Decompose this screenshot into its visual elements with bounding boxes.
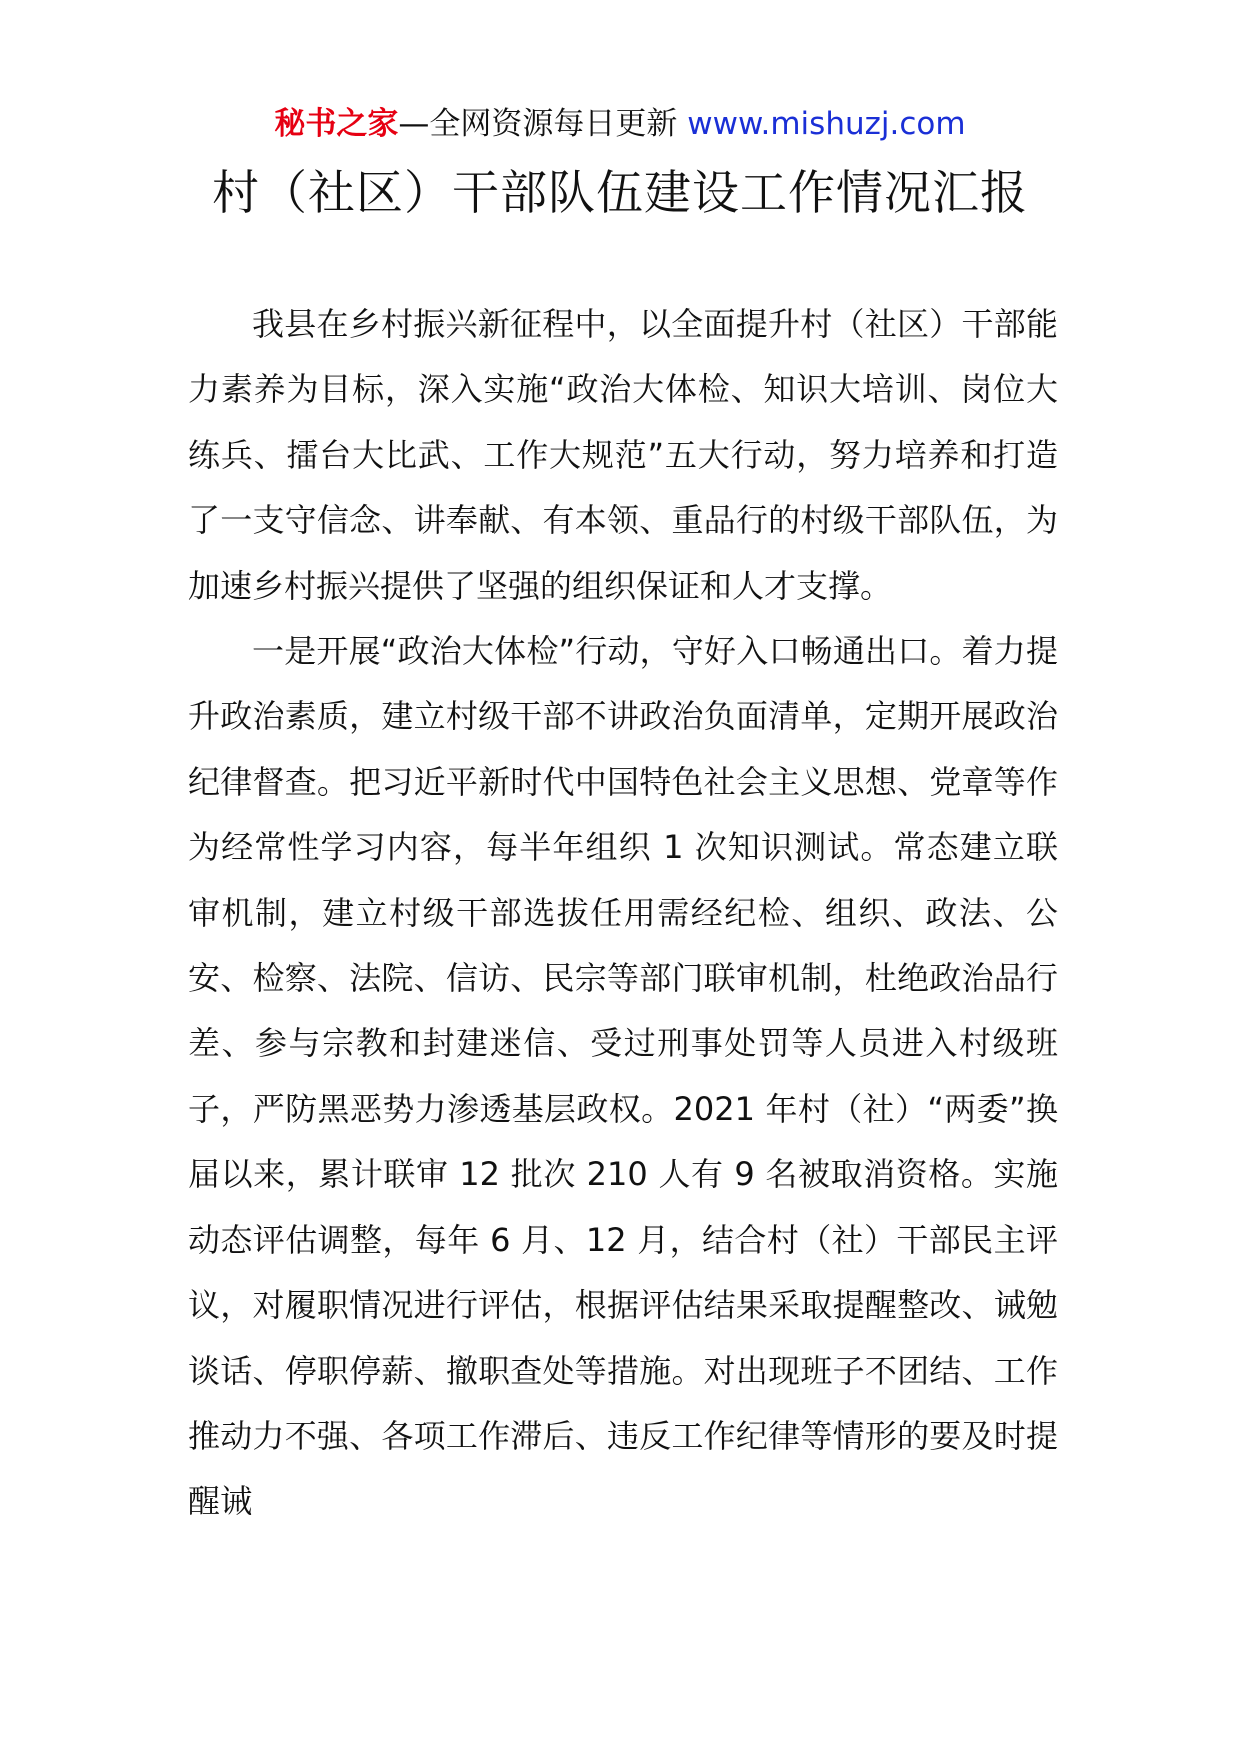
site-slogan: —全网资源每日更新 — [398, 106, 688, 142]
site-header-banner — [0, 100, 1240, 148]
paragraph-political-checkup: 一是开展“政治大体检”行动，守好入口畅通出口。着力提升政治素质，建立村级干部不讲政治负面清单，定期开展政治纪律督查。把习近平新时代中国特色社会主义思想、党章等作为经常性学习内容，每半年组织 1 次知识测试。常态建立联审机制，建立村级干部选拔任用需经纪检、组织、政法、公安、检察、法院、信访、民宗等部门联审机制，杜绝政治品行差、参与宗教和封建迷信、受过刑事处罚等人员进入村级班子，严防黑恶势力渗透基层政权。2021 年村（社）“两委”换届以来，累计联审 12 批次 210 人有 9 名被取消资格。实施动态评估调整，每年 6 月、12 月，结合村（社）干部民主评议，对履职情况进行评估，根据评估结果采取提醒整改、诫勉谈话、停职停薪、撤职查处等措施。对出现班子不团结、工作推动力不强、各项工作滞后、违反工作纪律等情形的要及时提醒诫 — [188, 632, 1058, 1521]
site-url-link[interactable]: www.mishuzj.com — [687, 106, 966, 142]
site-brand-name: 秘书之家 — [274, 106, 399, 142]
document-title: 村（社区）干部队伍建设工作情况汇报 — [212, 166, 1028, 221]
paragraph-intro: 我县在乡村振兴新征程中，以全面提升村（社区）干部能力素养为目标，深入实施“政治大体检、知识大培训、岗位大练兵、擂台大比武、工作大规范”五大行动，努力培养和打造了一支守信念、讲奉献、有本领、重品行的村级干部队伍，为加速乡村振兴提供了坚强的组织保证和人才支撑。 — [188, 305, 1058, 605]
document-body — [188, 292, 1058, 1535]
